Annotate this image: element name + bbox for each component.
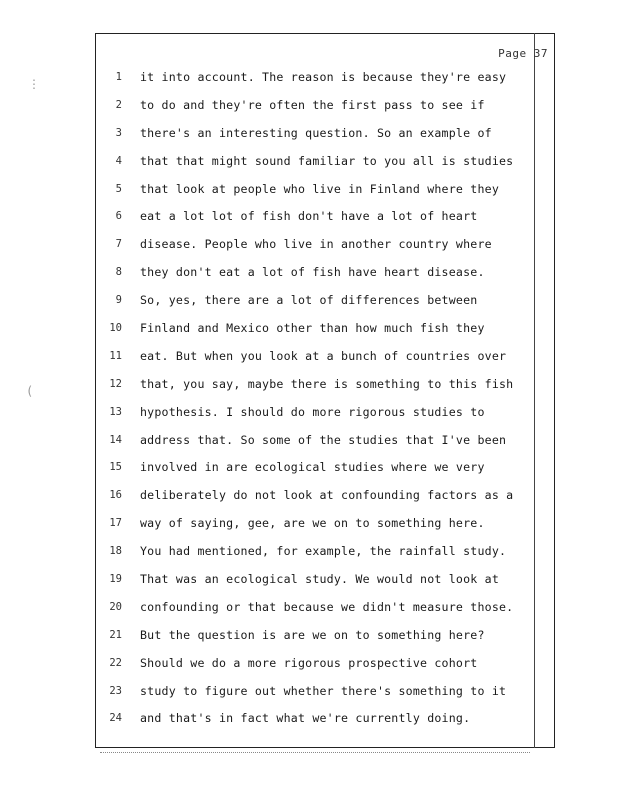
transcript-line <box>100 509 550 537</box>
line-text: address that. So some of the studies that I've been <box>140 432 507 447</box>
transcript-line <box>100 704 550 732</box>
line-text: So, yes, there are a lot of differences between <box>140 293 478 308</box>
line-number: 16 <box>109 489 122 502</box>
line-text: it into account. The reason is because they're easy <box>140 69 507 84</box>
line-number: 2 <box>115 98 122 111</box>
line-number: 10 <box>109 321 122 334</box>
line-text: involved in are ecological studies where we very <box>140 460 485 475</box>
transcript-line <box>100 426 550 454</box>
transcript-line <box>100 370 550 398</box>
line-text: But the question is are we on to something here? <box>140 627 485 642</box>
line-number: 18 <box>109 545 122 558</box>
line-text: that, you say, maybe there is something to this fish <box>140 376 514 391</box>
transcript-line <box>100 202 550 230</box>
line-number: 20 <box>109 600 122 613</box>
line-number: 22 <box>109 656 122 669</box>
line-text: they don't eat a lot of fish have heart disease. <box>140 265 485 280</box>
transcript-line <box>100 621 550 649</box>
line-number: 8 <box>115 266 122 279</box>
transcript-line <box>100 258 550 286</box>
transcript-line <box>100 537 550 565</box>
line-text: way of saying, gee, are we on to something here. <box>140 516 485 531</box>
line-number: 11 <box>109 349 122 362</box>
transcript-line <box>100 175 550 203</box>
line-text: Finland and Mexico other than how much fish they <box>140 320 485 335</box>
line-number: 6 <box>115 210 122 223</box>
line-number: 3 <box>115 126 122 139</box>
line-text: eat a lot lot of fish don't have a lot of heart <box>140 209 478 224</box>
line-text: eat. But when you look at a bunch of countries over <box>140 348 507 363</box>
line-text: to do and they're often the first pass to see if <box>140 97 485 112</box>
line-number: 19 <box>109 572 122 585</box>
line-text: and that's in fact what we're currently doing. <box>140 711 471 726</box>
transcript-line <box>100 677 550 705</box>
line-number: 4 <box>115 154 122 167</box>
transcript-line <box>100 398 550 426</box>
transcript-line <box>100 649 550 677</box>
transcript-line <box>100 593 550 621</box>
transcript-line <box>100 481 550 509</box>
transcript-line <box>100 91 550 119</box>
line-text: You had mentioned, for example, the rainfall study. <box>140 544 507 559</box>
line-number: 12 <box>109 377 122 390</box>
transcript-line <box>100 286 550 314</box>
page-number: Page 37 <box>498 47 548 60</box>
line-number: 24 <box>109 712 122 725</box>
line-text: that look at people who live in Finland where they <box>140 181 500 196</box>
scan-punch-mark-middle: ( <box>26 384 34 398</box>
line-number: 17 <box>109 517 122 530</box>
line-number: 14 <box>109 433 122 446</box>
line-text: study to figure out whether there's something to it <box>140 683 507 698</box>
line-text: disease. People who live in another country where <box>140 237 492 252</box>
line-text: that that might sound familiar to you all is studies <box>140 153 514 168</box>
line-text: hypothesis. I should do more rigorous studies to <box>140 404 485 419</box>
line-text: Should we do a more rigorous prospective cohort <box>140 655 478 670</box>
line-number: 9 <box>115 294 122 307</box>
transcript-line <box>100 453 550 481</box>
line-number: 23 <box>109 684 122 697</box>
line-number: 15 <box>109 461 122 474</box>
line-number: 1 <box>115 70 122 83</box>
transcript-line <box>100 565 550 593</box>
transcript-line <box>100 119 550 147</box>
line-text: there's an interesting question. So an example of <box>140 125 492 140</box>
line-text: That was an ecological study. We would not look at <box>140 571 500 586</box>
transcript-line <box>100 147 550 175</box>
transcript-line <box>100 314 550 342</box>
transcript-line <box>100 230 550 258</box>
transcript-line <box>100 63 550 91</box>
transcript-lines <box>100 63 550 732</box>
scan-punch-mark-top: ⋮ <box>28 77 40 91</box>
line-text: deliberately do not look at confounding factors as a <box>140 488 514 503</box>
line-number: 7 <box>115 238 122 251</box>
line-text: confounding or that because we didn't measure those. <box>140 599 514 614</box>
bottom-scan-artifact <box>100 752 530 756</box>
line-number: 13 <box>109 405 122 418</box>
line-number: 5 <box>115 182 122 195</box>
line-number: 21 <box>109 628 122 641</box>
transcript-line <box>100 342 550 370</box>
